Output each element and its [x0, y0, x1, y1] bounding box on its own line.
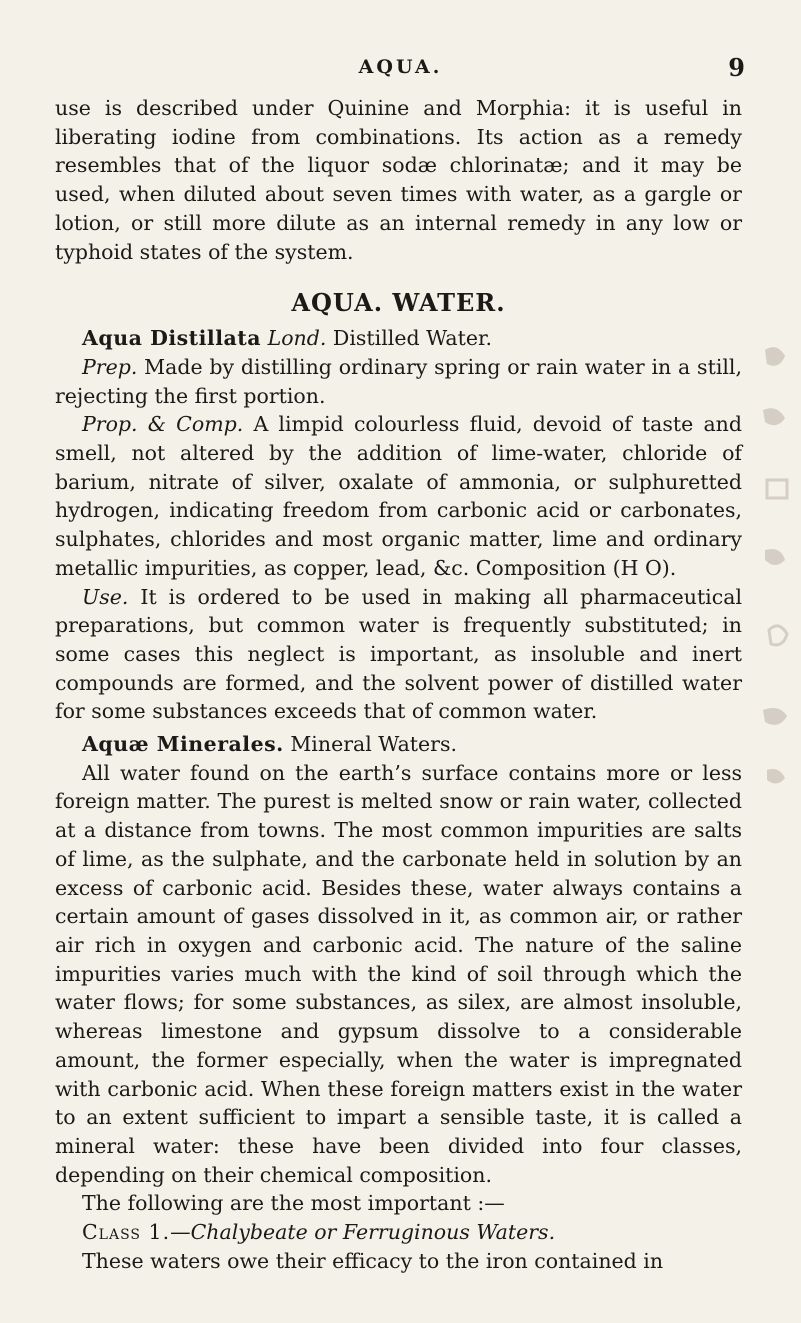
- entry-term: Aqua Distillata: [82, 326, 262, 351]
- prop-comp-text: A limpid colourless fluid, devoid of taste and smell, not altered by the addition of lime-water, chloride of barium, nitrate of silver, oxalate of ammonia, or sulphuretted hydrogen, indicating freedom from carbonic acid or carbonates, sulphates, chlorides and most organic matter, lime and ordinary metallic impurities, as copper, lead, &c. Composition (H O).: [55, 412, 743, 580]
- paragraph-prep: [55, 353, 742, 410]
- running-head: [0, 53, 801, 86]
- running-title: AQUA.: [358, 56, 443, 78]
- section-heading: AQUA. WATER.: [291, 288, 506, 318]
- paragraph-following: The following are the most important :—: [82, 1191, 505, 1216]
- prep-text: Made by distilling ordinary spring or rain water in a still, rejecting the first portion.: [55, 354, 742, 408]
- class-label: Class 1.: [82, 1220, 171, 1245]
- prop-comp-label: Prop. & Comp.: [82, 412, 244, 437]
- class-title: —Chalybeate or Ferruginous Waters.: [170, 1220, 556, 1245]
- entry-term: Aquæ Minerales.: [82, 732, 284, 757]
- paragraph-last: These waters owe their efficacy to the iron contained in: [82, 1248, 664, 1273]
- prep-label: Prep.: [82, 354, 138, 379]
- use-text: It is ordered to be used in making all pharmaceutical preparations, but common water is frequently substituted; in some cases this neglect is important, as insoluble and inert compounds are formed, and the solvent power of distilled water for some substances exceeds that of common water.: [55, 584, 742, 724]
- page-number: 9: [728, 53, 745, 82]
- paragraph-use: [55, 583, 742, 727]
- paragraph-intro: use is described under Quinine and Morphia: it is useful in liberating iodine from combinations. Its action as a remedy resembles that of the liquor sodæ chlorinatæ; and it may be used, when diluted about seven times with water, as a gargle or lotion, or still more dilute as an internal remedy in any low or typhoid states of the system.: [55, 96, 742, 264]
- use-label: Use.: [82, 584, 129, 609]
- pharmacopoeia-ref: Lond.: [267, 326, 327, 351]
- entry-gloss: Distilled Water.: [326, 326, 493, 351]
- class-1-heading: [55, 1218, 742, 1247]
- paragraph-prop-comp: [55, 410, 742, 582]
- entry-aqua-distillata: [55, 324, 742, 353]
- paragraph-mineral-waters: All water found on the earth’s surface contains more or less foreign matter. The purest is melted snow or rain water, collected at a distance from towns. The most common impurities are salts of lime, as the sulphate, and the carbonate held in solution by an excess of carbonic acid. Besides these, water always contains a certain amount of gases dissolved in it, as common air, or rather air rich in oxygen and carbonic acid. The nature of the saline impurities varies much with the kind of soil through which the water flows; for some substances, as silex, are almost insoluble, whereas limestone and gypsum dissolve to a considerable amount, the former especially, when the water is impregnated with carbonic acid. When these foreign matters exist in the water to an extent sufficient to impart a sensible taste, it is called a mineral water: these have been divided into four classes, depending on their chemical composition.: [55, 760, 742, 1187]
- entry-gloss: Mineral Waters.: [283, 732, 458, 757]
- show-through-marks: [755, 330, 801, 810]
- entry-aquae-minerales: [55, 730, 742, 759]
- text-column: [55, 94, 742, 1275]
